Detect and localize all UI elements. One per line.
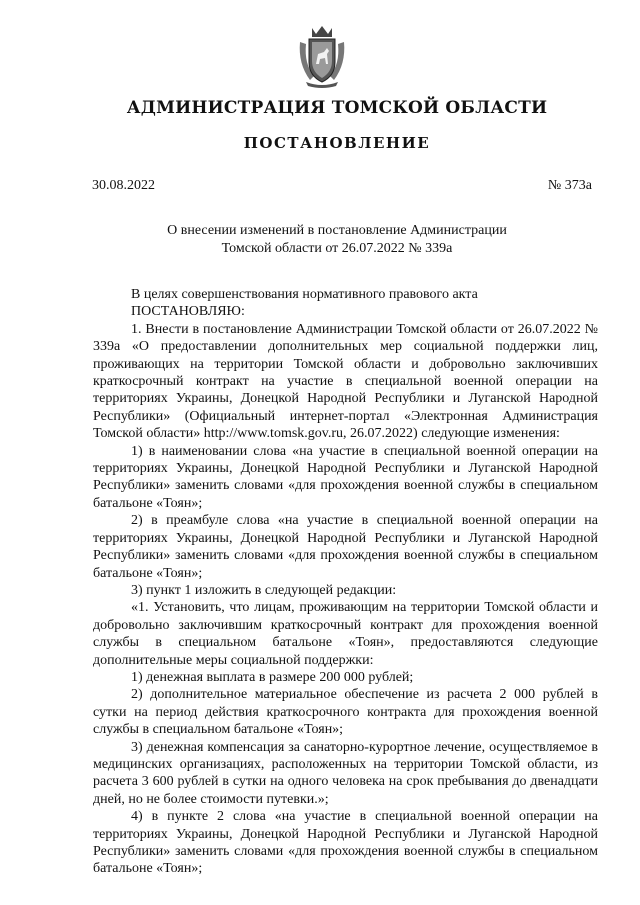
paragraph: 1) денежная выплата в размере 200 000 рублей; — [131, 669, 414, 685]
paragraph: 3) пункт 1 изложить в следующей редакции: — [131, 582, 397, 598]
paragraph: 1) в наименовании слова «на участие в специальной военной операции на территориях Украины, Донецкой Народной Республики и Луганской Народной Республики» заменить словами «для прохождения военной службы в специальном батальоне «Тоян»; — [93, 443, 598, 511]
subject-line: О внесении изменений в постановление Администрации — [167, 223, 507, 238]
paragraph: 2) дополнительное материальное обеспечение из расчета 2 000 рублей в сутки на период действия краткосрочного контракта для прохождения военной службы в специальном батальоне «Тоян»; — [93, 687, 598, 738]
document-body — [93, 286, 598, 878]
paragraph: «1. Установить, что лицам, проживающим на территории Томской области и добровольно заключившим краткосрочный контракт для прохождения военной службы в специальном батальоне «Тоян», предоставляются следующие дополнительные меры социальной поддержки: — [93, 600, 598, 668]
coat-of-arms-icon — [296, 24, 348, 88]
document-type-title: ПОСТАНОВЛЕНИЕ — [243, 134, 431, 152]
resolve-heading: ПОСТАНОВЛЯЮ: — [131, 304, 245, 320]
document-number: № 373а — [547, 178, 592, 193]
subject-line: Томской области от 26.07.2022 № 339а — [221, 241, 453, 256]
organization-title: АДМИНИСТРАЦИЯ ТОМСКОЙ ОБЛАСТИ — [126, 98, 548, 118]
document-subject — [0, 222, 640, 258]
preamble: В целях совершенствования нормативного правового акта — [131, 287, 478, 302]
document-date: 30.08.2022 — [92, 178, 155, 193]
paragraph: 3) денежная компенсация за санаторно-курортное лечение, осуществляемое в медицинских организациях, расположенных на территории Томской области, из расчета 3 600 рублей в сутки на одного человека на срок пребывания до двенадцати дней, но не более стоимости путевки.»; — [93, 739, 598, 807]
paragraph: 1. Внести в постановление Администрации Томской области от 26.07.2022 № 339а «О предоставлении дополнительных мер социальной поддержки лиц, проживающих на территории Томской области и добровольно заключивших краткосрочный контракт на участие в специальной военной операции на территориях Украины, Донецкой Народной Республики и Луганской Народной Республики» (Официальный интернет-портал «Электронная Администрация Томской области» http://www.tomsk.gov.ru, 26.07.2022) следующие изменения: — [93, 321, 598, 442]
paragraph: 2) в преамбуле слова «на участие в специальной военной операции на территориях Украины, Донецкой Народной Республики и Луганской Народной Республики» заменить словами «для прохождения военной службы в специальном батальоне «Тоян»; — [93, 513, 598, 581]
paragraph: 4) в пункте 2 слова «на участие в специальной военной операции на территориях Украины, Донецкой Народной Республики и Луганской Народной Республики» заменить словами «для прохождения военной службы в специальном батальоне «Тоян»; — [93, 809, 598, 877]
